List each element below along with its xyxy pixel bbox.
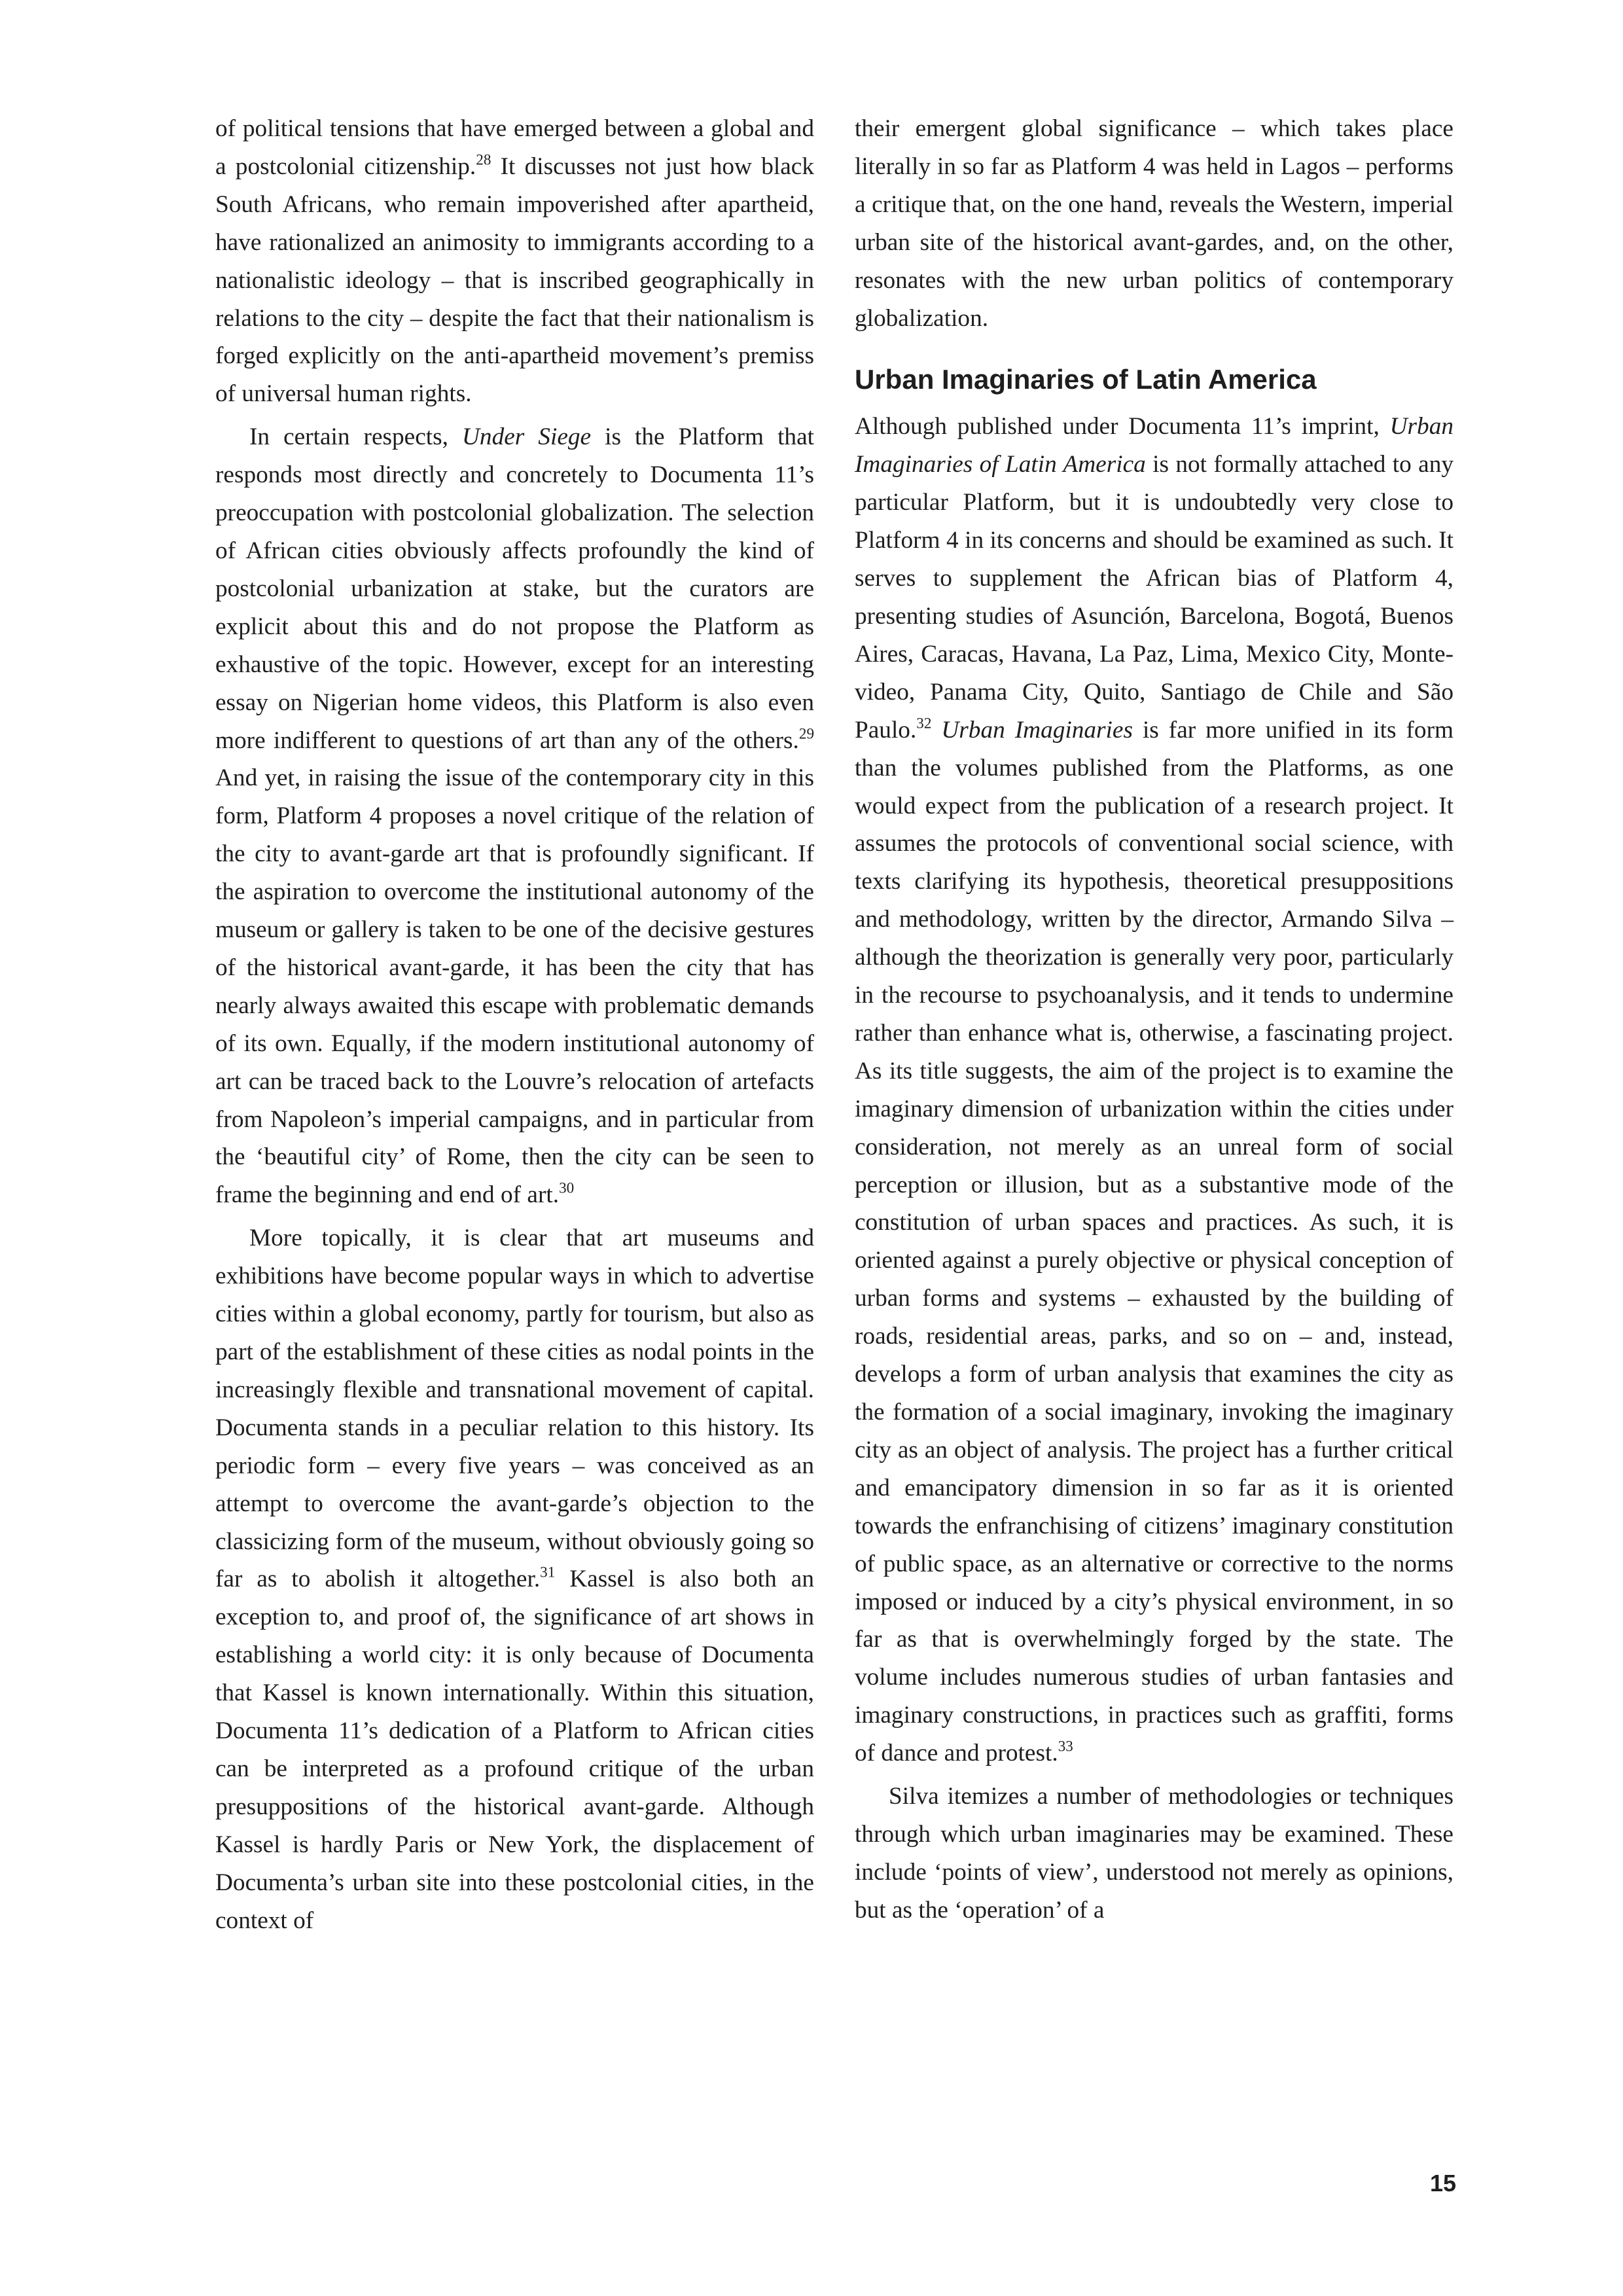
- footnote-marker-28: 28: [476, 151, 491, 169]
- text-run: of political tensions that have emerged between a global and a postcolonial citizenship.: [215, 115, 814, 180]
- text-run: is the Platform that responds most directly and concretely to Documenta 11’s preoccupation with postcolonial globalization. The selection of African cities obviously affects profoundly the kind of postcolonial urbanization at stake, but the curators are explicit about this and do not propose the Platform as exhaustive of the topic. However, except for an interesting essay on Nigerian home videos, this Platform is also even more indifferent to questions of art than any of the others.: [215, 423, 814, 754]
- text-run: their emergent global significance – which takes place literally in so far as Platform 4 was held in Lagos – performs a critique that, on the one hand, reveals the Western, imperial urban site of the historical avant-gardes, and, on the other, resonates with the new urban politics of contemporary globalization.: [855, 115, 1454, 332]
- page-number: 15: [1429, 2170, 1456, 2197]
- text-run: is not formally attached to any particular Platform, but it is undoubtedly very close to Platform 4 in its concerns and should be examined as such. It serves to supplement the African bias of Platform 4, presenting studies of Asunción, Barcelona, Bogotá, Buenos Aires, Caracas, Havana, La Paz, Lima, Mexico City, Montevideo, Panama City, Quito, Santiago de Chile and São Paulo.: [855, 451, 1454, 744]
- footnote-marker-31: 31: [540, 1564, 556, 1582]
- paragraph-6: [855, 1778, 1454, 1929]
- right-column: [855, 110, 1454, 1929]
- left-column: [215, 110, 814, 1940]
- text-run: More topically, it is clear that art museums and exhibitions have become popular ways in which to advertise cities within a global economy, partly for tourism, but also as part of the establishment of these cities as nodal points in the increasingly flexible and transnational movement of capital. Documenta stands in a peculiar relation to this history. Its periodic form – every five years – was conceived as an attempt to overcome the avant-garde’s objection to the classicizing form of the museum, without obviously going so far as to abolish it altogether.: [215, 1225, 814, 1593]
- italic-title: Under Siege: [462, 423, 592, 451]
- footnote-marker-29: 29: [798, 725, 814, 743]
- text-run: [931, 717, 941, 744]
- footnote-marker-33: 33: [1058, 1738, 1073, 1755]
- text-run: Kassel is also both an exception to, and proof of, the significance of art shows in establishing a world city: it is only because of Documenta that Kassel is known internationally. Within this situation, Documenta 11’s dedication of a Platform to African cities can be interpreted as a profound critique of the urban presuppositions of the historical avant-garde. Although Kassel is hardly Paris or New York, the displacement of Documenta’s urban site into these postcolonial cities, in the context of: [215, 1566, 814, 1934]
- text-run: In certain respects,: [249, 423, 462, 451]
- text-run: It discusses not just how black South Africans, who remain impoverished after apartheid, have rationalized an animosity to immigrants according to a nationalistic ideology – that is inscribed geographically in relations to the city – despite the fact that their nationalism is forged explicitly on the anti-apartheid movement’s premiss of universal human rights.: [215, 152, 814, 408]
- italic-title: Urban Imaginaries of Latin America: [855, 413, 1454, 478]
- footnote-marker-32: 32: [916, 715, 932, 732]
- paragraph-5: [855, 408, 1454, 1772]
- text-run: is far more unified in its form than the volumes published from the Platforms, as one would expect from the publication of a research project. It assumes the protocols of conventional social science, with texts clarifying its hypothesis, theoretical presuppositions and methodology, written by the director, Armando Silva – although the theorization is generally very poor, particularly in the recourse to psychoanalysis, and it tends to undermine rather than enhance what is, otherwise, a fascinating project. As its title suggests, the aim of the project is to examine the imaginary dimension of urbanization within the cities under consideration, not merely as an unreal form of social perception or illusion, but as a substantive mode of the constitution of urban spaces and practices. As such, it is oriented against a purely objective or physical conception of urban forms and systems – exhausted by the building of roads, residential areas, parks, and so on – and, instead, develops a form of urban analysis that examines the city as the formation of a social imaginary, invoking the imaginary city as an object of analysis. The project has a further critical and emancipatory dimension in so far as it is oriented towards the enfranchising of citizens’ imaginary constitution of public space, as an alternative or corrective to the norms imposed or induced by a city’s physical environment, in so far as that is overwhelmingly forged by the state. The volume includes numerous studies of urban fantasies and imaginary constructions, in practices such as graffiti, forms of dance and protest.: [855, 716, 1454, 1767]
- text-run: And yet, in raising the issue of the contemporary city in this form, Platform 4 proposes a novel critique of the relation of the city to avant-garde art that is profoundly significant. If the aspiration to overcome the institutional autonomy of the museum or gallery is taken to be one of the decisive gestures of the historical avant-garde, it has been the city that has nearly always awaited this escape with problematic demands of its own. Equally, if the modern institutional autonomy of art can be traced back to the Louvre’s relocation of artefacts from Napoleon’s imperial campaigns, and in particular from the ‘beautiful city’ of Rome, then the city can be seen to frame the beginning and end of art.: [215, 764, 814, 1209]
- footnote-marker-30: 30: [559, 1180, 575, 1198]
- paragraph-3: [215, 1219, 814, 1939]
- paragraph-1: [215, 110, 814, 413]
- paragraph-4: [855, 110, 1454, 337]
- italic-title: Urban Imaginaries: [941, 716, 1133, 744]
- section-heading: Urban Imaginaries of Latin America: [855, 364, 1317, 395]
- text-run: Although published under Documenta 11’s imprint,: [855, 413, 1390, 440]
- text-run: Silva itemizes a number of methodologies or techniques through which urban imaginaries may be examined. These include ‘points of view’, understood not merely as opinions, but as the ‘operation’ of a: [855, 1783, 1454, 1924]
- paragraph-2: [215, 418, 814, 1214]
